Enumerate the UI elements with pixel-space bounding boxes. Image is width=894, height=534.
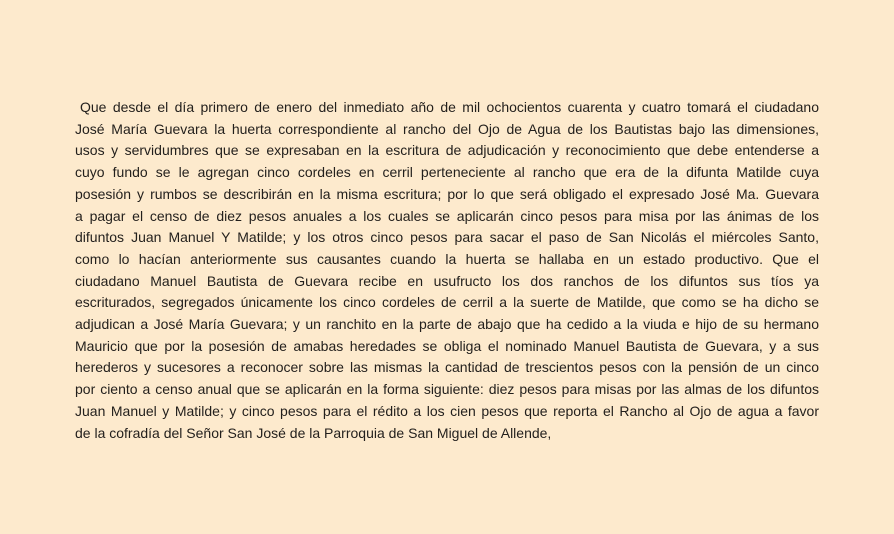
text-line: herederos y sucesores a reconocer sobre las mismas la cantidad de trescientos pesos con la pensión de un cinco (75, 359, 819, 376)
text-line: usos y servidumbres que se expresaban en la escritura de adjudicación y reconocimiento que debe entenderse a (75, 142, 819, 159)
text-line: Mauricio que por la posesión de amabas heredades se obliga el nominado Manuel Bautista de Guevara, y a sus (75, 337, 819, 354)
text-line: por ciento a censo anual que se aplicarán en la forma siguiente: diez pesos para misas por las almas de los difuntos (75, 381, 819, 398)
text-line: a pagar el censo de diez pesos anuales a los cuales se aplicarán cinco pesos para misa por las ánimas de los (75, 207, 819, 224)
text-line: José María Guevara la huerta correspondiente al rancho del Ojo de Agua de los Bautistas bajo las dimensiones, (75, 120, 819, 137)
text-line: como lo hacían anteriormente sus causantes cuando la huerta se hallaba en un estado productivo. Que el (75, 250, 819, 267)
text-line: posesión y rumbos se describirán en la misma escritura; por lo que será obligado el expresado José Ma. Guevara (75, 185, 819, 202)
text-line: Que desde el día primero de enero del inmediato año de mil ochocientos cuarenta y cuatro tomará el ciudadano (80, 99, 819, 115)
text-line: difuntos Juan Manuel Y Matilde; y los otros cinco pesos para sacar el paso de San Nicolás el miércoles Santo, (75, 229, 819, 246)
text-line: escriturados, segregados únicamente los cinco cordeles de cerril a la suerte de Matilde, que como se ha dicho se (75, 294, 819, 311)
text-line: cuyo fundo se le agregan cinco cordeles en cerril perteneciente al rancho que era de la difunta Matilde cuya (75, 164, 819, 181)
text-line: de la cofradía del Señor San José de la Parroquia de San Miguel de Allende, (75, 424, 552, 441)
text-line: ciudadano Manuel Bautista de Guevara recibe en usufructo los dos ranchos de los difuntos sus tíos ya (75, 272, 819, 289)
text-block (75, 97, 819, 444)
text-line: adjudican a José María Guevara; y un ranchito en la parte de abajo que ha cedido a la viuda e hijo de su hermano (75, 316, 819, 333)
text-line: Juan Manuel y Matilde; y cinco pesos para el rédito a los cien pesos que reporta el Rancho al Ojo de agua a favor (75, 402, 819, 419)
